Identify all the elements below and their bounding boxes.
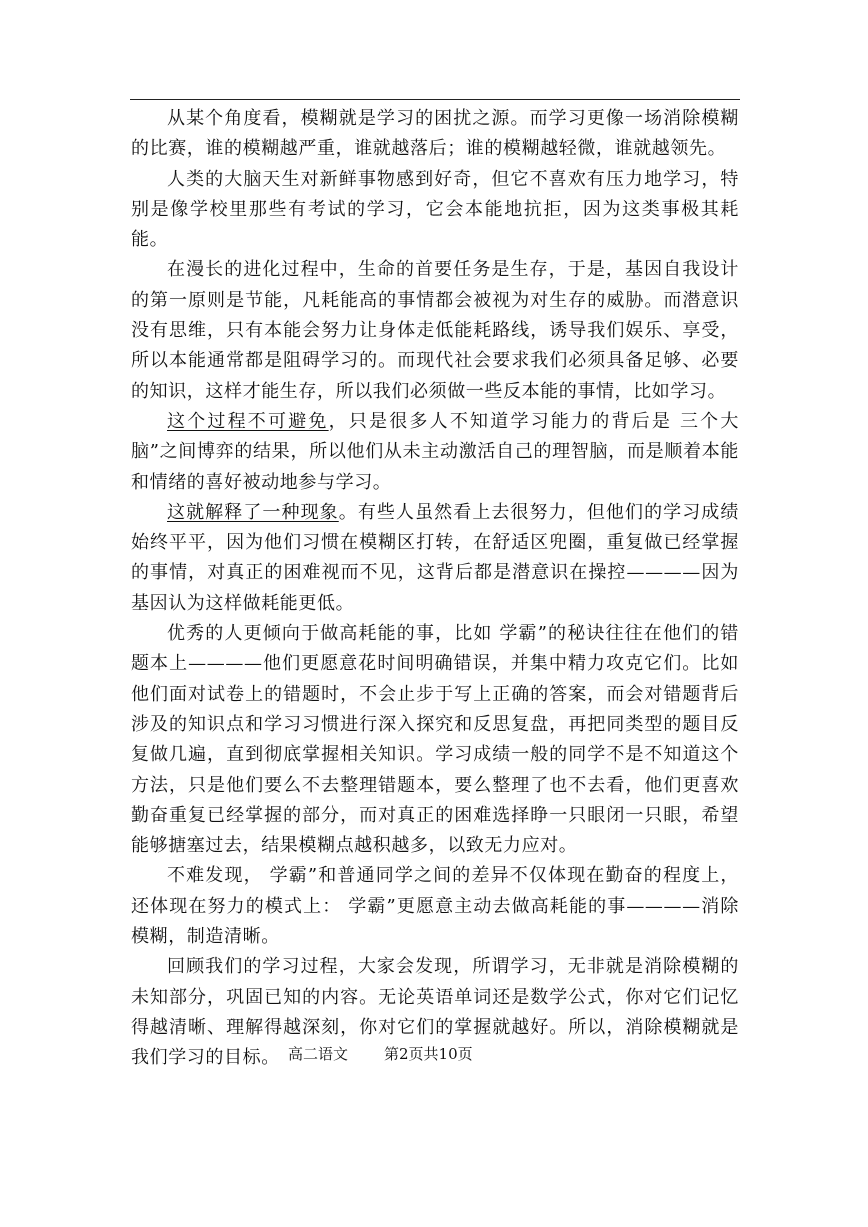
paragraph-8-text: 回顾我们的学习过程，大家会发现，所谓学习，无非就是消除模糊的未知部分，巩固已知的内容。无论英语单词还是数学公式，你对它们记忆得越清晰、理解得越深刻，你对它们的掌握就越好。所以，消除模糊就是我们学习的目标。 [131, 956, 739, 1069]
paragraph-7-text: 不难发现， 学霸”和普通同学之间的差异不仅体现在勤奋的程度上，还体现在努力的模式上： 学霸”更愿意主动去做高耗能的事————消除模糊，制造清晰。 [131, 865, 739, 948]
footer-page-info: 第2页共10页 [384, 1045, 473, 1063]
paragraph-7 [131, 861, 739, 952]
paragraph-5 [131, 498, 739, 619]
article-body [131, 104, 739, 1074]
paragraph-2 [131, 165, 739, 256]
paragraph-4-text: ，只是很多人不知道学习能力的背后是 三个大脑”之间博弈的结果，所以他们从未主动激活自己的理智脑，而是顺着本能和情绪的喜好被动地参与学习。 [131, 410, 739, 493]
paragraph-3 [131, 255, 739, 406]
paragraph-4 [131, 407, 739, 498]
paragraph-1-text: 从某个角度看，模糊就是学习的困扰之源。而学习更像一场消除模糊的比赛，谁的模糊越严重，谁就越落后；谁的模糊越轻微，谁就越领先。 [131, 108, 739, 160]
paragraph-6-text: 优秀的人更倾向于做高耗能的事，比如 学霸”的秘诀往往在他们的错题本上————他们更愿意花时间明确错误，并集中精力攻克它们。比如他们面对试卷上的错题时，不会止步于写上正确的答案，而会对错题背后涉及的知识点和学习习惯进行深入探究和反思复盘，再把同类型的题目反复做几遍，直到彻底掌握相关知识。学习成绩一般的同学不是不知道这个方法，只是他们要么不去整理错题本，要么整理了也不去看，他们更喜欢勤奋重复已经掌握的部分，而对真正的困难选择睁一只眼闭一只眼，希望能够搪塞过去，结果模糊点越积越多，以致无力应对。 [131, 623, 739, 857]
paragraph-5-text: 。有些人虽然看上去很努力，但他们的学习成绩始终平平，因为他们习惯在模糊区打转，在舒适区兜圈，重复做已经掌握的事情，对真正的困难视而不见，这背后都是潜意识在操控————因为基因认为这样做耗能更低。 [131, 501, 739, 614]
paragraph-6 [131, 619, 739, 861]
footer-subject: 高二语文 [288, 1045, 349, 1063]
header-rule [130, 99, 740, 100]
paragraph-1 [131, 104, 739, 165]
paragraph-2-text: 人类的大脑天生对新鲜事物感到好奇，但它不喜欢有压力地学习，特别是像学校里那些有考试的学习，它会本能地抗拒，因为这类事极其耗能。 [131, 168, 739, 251]
paragraph-3-text: 在漫长的进化过程中，生命的首要任务是生存，于是，基因自我设计的第一原则是节能，凡耗能高的事情都会被视为对生存的威胁。而潜意识没有思维，只有本能会努力让身体走低能耗路线，诱导我们娱乐、享受，所以本能通常都是阻碍学习的。而现代社会要求我们必须具备足够、必要的知识，这样才能生存，所以我们必须做一些反本能的事情，比如学习。 [131, 259, 739, 402]
page-footer [288, 1044, 473, 1064]
paragraph-5-underlined-phrase: 这就解释了一种现象 [167, 501, 339, 523]
paragraph-4-underlined-phrase: 这个过程不可避免 [167, 410, 329, 432]
